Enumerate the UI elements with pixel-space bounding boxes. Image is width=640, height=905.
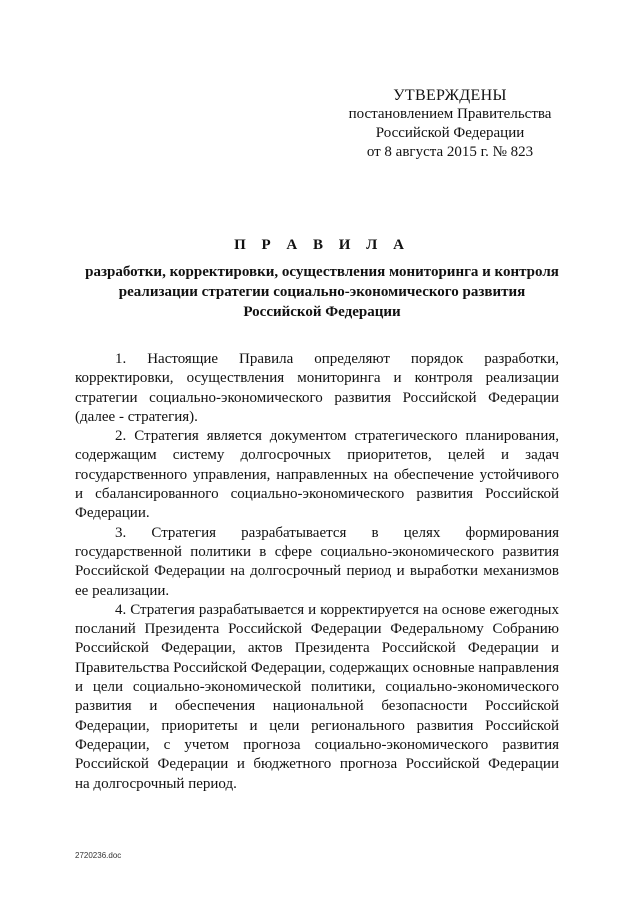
paragraph-line: содержащим систему долгосрочных приоритетов, целей и задач — [75, 447, 559, 464]
paragraph-line: Федерации, с учетом прогноза социально-экономического развития — [75, 736, 559, 753]
approval-date-number: от 8 августа 2015 г. № 823 — [366, 144, 534, 160]
paragraph-line: на долгосрочный период. — [75, 775, 237, 792]
paragraph-line: Правительства Российской Федерации, содержащих основные направления — [75, 659, 559, 676]
paragraph-line: Федерации. — [75, 505, 150, 522]
paragraph-line: и цели социально-экономической политики, социально-экономического — [75, 679, 559, 696]
paragraph-line: стратегии социально-экономического развития Российской Федерации — [75, 389, 559, 406]
paragraph-line: Российской Федерации и бюджетного прогноза Российской Федерации — [75, 756, 559, 773]
paragraph-1 — [75, 350, 559, 427]
paragraph-3 — [75, 524, 559, 601]
paragraph-line: 2. Стратегия является документом стратегического планирования, — [115, 428, 559, 445]
paragraph-line: Российской Федерации на долгосрочный период и выработки механизмов — [75, 563, 559, 580]
paragraph-2 — [75, 427, 559, 523]
document-body — [75, 350, 559, 794]
paragraph-line: Федерации, приоритеты и цели регионального развития Российской — [75, 717, 559, 734]
subtitle-line: Российской Федерации — [243, 304, 401, 320]
approval-block — [330, 86, 570, 162]
approval-line: постановлением Правительства — [348, 106, 552, 122]
approval-title: УТВЕРЖДЕНЫ — [393, 87, 507, 104]
paragraph-line: развития и обеспечения национальной безопасности Российской — [75, 698, 559, 715]
document-subtitle — [72, 262, 572, 322]
approval-line: Российской Федерации — [375, 125, 525, 141]
paragraph-line: 4. Стратегия разрабатывается и корректируется на основе ежегодных — [115, 601, 559, 618]
subtitle-line: разработки, корректировки, осуществления мониторинга и контроля — [85, 264, 559, 280]
paragraph-line: и сбалансированного социально-экономического развития Российской — [75, 486, 559, 503]
paragraph-line: посланий Президента Российской Федерации Федеральному Собранию — [75, 621, 559, 638]
file-name-footer: 2720236.doc — [75, 851, 122, 860]
paragraph-line: 3. Стратегия разрабатывается в целях формирования — [115, 524, 559, 541]
paragraph-line: ее реализации. — [75, 582, 170, 599]
paragraph-line: Российской Федерации, актов Президента Российской Федерации и — [75, 640, 559, 657]
paragraph-4 — [75, 601, 559, 794]
paragraph-line: государственной политики в сфере социально-экономического развития — [75, 543, 559, 560]
paragraph-line: (далее - стратегия). — [75, 408, 198, 425]
subtitle-line: реализации стратегии социально-экономического развития — [118, 284, 526, 300]
paragraph-line: 1. Настоящие Правила определяют порядок разработки, — [115, 351, 559, 367]
document-title: П Р А В И Л А — [234, 237, 410, 253]
paragraph-line: корректировки, осуществления мониторинга и контроля реализации — [75, 370, 559, 387]
paragraph-line: государственного управления, направленных на обеспечение устойчивого — [75, 466, 559, 483]
